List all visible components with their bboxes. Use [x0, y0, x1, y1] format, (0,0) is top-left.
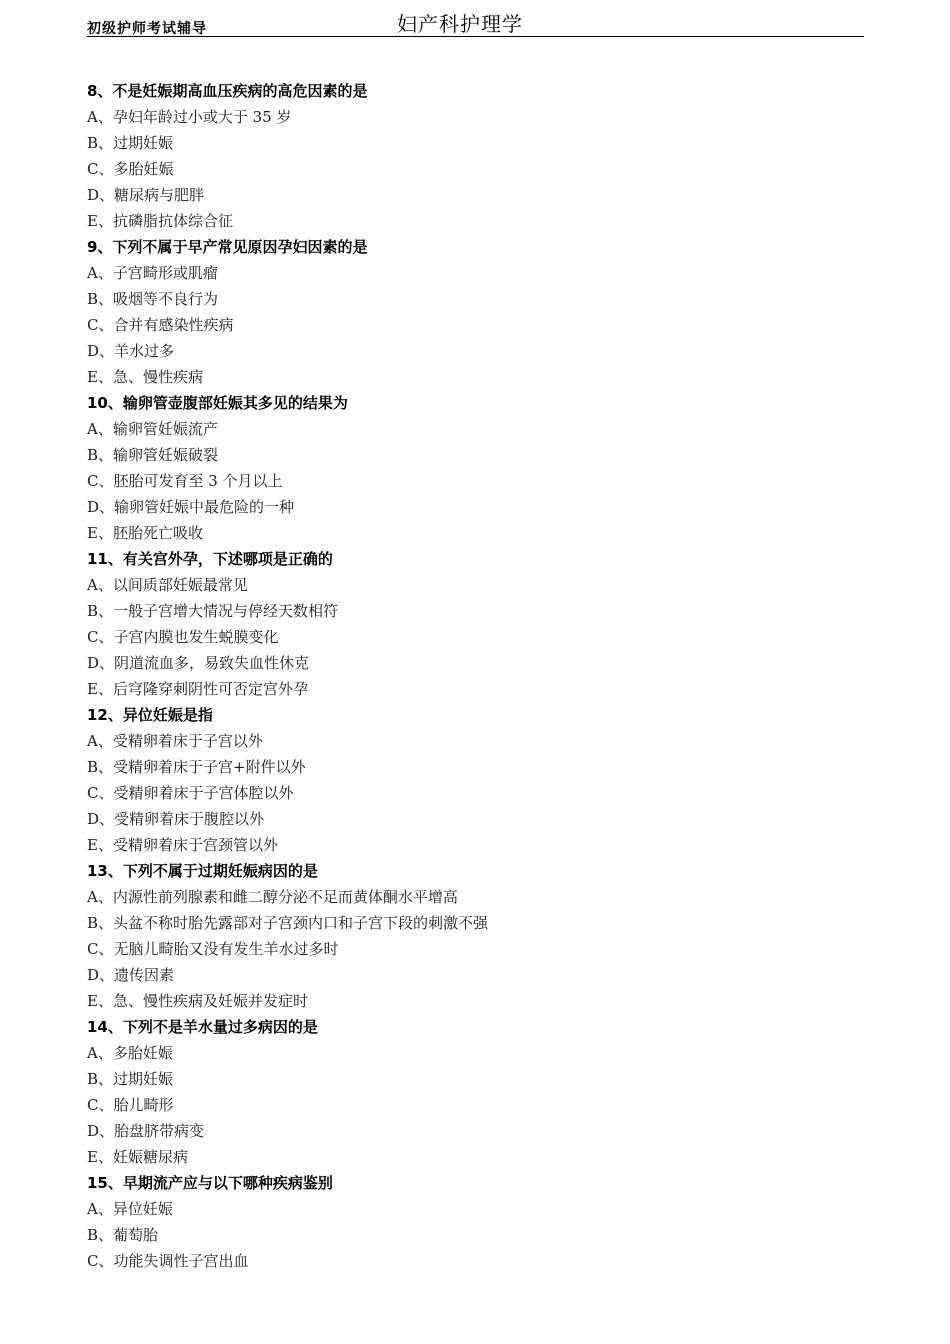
answer-option: B、输卵管妊娠破裂	[87, 446, 219, 464]
answer-option: B、头盆不称时胎先露部对子宫颈内口和子宫下段的刺激不强	[87, 914, 489, 932]
answer-option: A、多胎妊娠	[87, 1044, 173, 1062]
answer-option: A、孕妇年龄过小或大于 35 岁	[87, 108, 292, 126]
answer-option: D、胎盘脐带病变	[87, 1122, 205, 1140]
answer-option: C、胎儿畸形	[87, 1096, 174, 1114]
answer-option: B、受精卵着床于子宫+附件以外	[87, 758, 306, 776]
answer-option: A、以间质部妊娠最常见	[87, 576, 248, 594]
header-left-title: 初级护师考试辅导	[87, 21, 207, 37]
answer-option: E、急、慢性疾病及妊娠并发症时	[87, 992, 308, 1010]
header-center-title: 妇产科护理学	[397, 12, 523, 36]
question-title: 14、下列不是羊水量过多病因的是	[87, 1018, 318, 1036]
page-header	[87, 8, 864, 37]
answer-option: E、妊娠糖尿病	[87, 1148, 188, 1166]
answer-option: B、吸烟等不良行为	[87, 290, 219, 308]
answer-option: D、遗传因素	[87, 966, 175, 984]
answer-option: D、羊水过多	[87, 342, 175, 360]
answer-option: A、内源性前列腺素和雌二醇分泌不足而黄体酮水平增高	[87, 888, 458, 906]
answer-option: B、葡萄胎	[87, 1226, 159, 1244]
answer-option: C、无脑儿畸胎又没有发生羊水过多时	[87, 940, 339, 958]
question-list	[87, 78, 864, 1274]
answer-option: A、输卵管妊娠流产	[87, 420, 218, 438]
answer-option: D、阴道流血多，易致失血性休克	[87, 654, 310, 672]
question-title: 15、早期流产应与以下哪种疾病鉴别	[87, 1174, 333, 1192]
answer-option: C、子宫内膜也发生蜕膜变化	[87, 628, 279, 646]
answer-option: C、多胎妊娠	[87, 160, 174, 178]
answer-option: A、异位妊娠	[87, 1200, 173, 1218]
answer-option: C、合并有感染性疾病	[87, 316, 234, 334]
question-title: 12、异位妊娠是指	[87, 706, 213, 724]
answer-option: B、过期妊娠	[87, 1070, 174, 1088]
question-title: 9、下列不属于早产常见原因孕妇因素的是	[87, 238, 368, 256]
answer-option: E、抗磷脂抗体综合征	[87, 212, 233, 230]
question-title: 13、下列不属于过期妊娠病因的是	[87, 862, 318, 880]
answer-option: C、受精卵着床于子宫体腔以外	[87, 784, 294, 802]
answer-option: E、受精卵着床于宫颈管以外	[87, 836, 278, 854]
answer-option: B、过期妊娠	[87, 134, 174, 152]
question-title: 11、有关宫外孕，下述哪项是正确的	[87, 550, 333, 568]
question-title: 8、不是妊娠期高血压疾病的高危因素的是	[87, 82, 368, 100]
answer-option: E、后穹隆穿刺阴性可否定宫外孕	[87, 680, 308, 698]
answer-option: C、胚胎可发育至 3 个月以上	[87, 472, 283, 490]
answer-option: E、急、慢性疾病	[87, 368, 203, 386]
answer-option: D、糖尿病与肥胖	[87, 186, 205, 204]
answer-option: D、输卵管妊娠中最危险的一种	[87, 498, 295, 516]
answer-option: B、一般子宫增大情况与停经天数相符	[87, 602, 339, 620]
question-title: 10、输卵管壶腹部妊娠其多见的结果为	[87, 394, 348, 412]
answer-option: A、受精卵着床于子宫以外	[87, 732, 263, 750]
answer-option: A、子宫畸形或肌瘤	[87, 264, 218, 282]
answer-option: C、功能失调性子宫出血	[87, 1252, 249, 1270]
answer-option: D、受精卵着床于腹腔以外	[87, 810, 265, 828]
answer-option: E、胚胎死亡吸收	[87, 524, 203, 542]
